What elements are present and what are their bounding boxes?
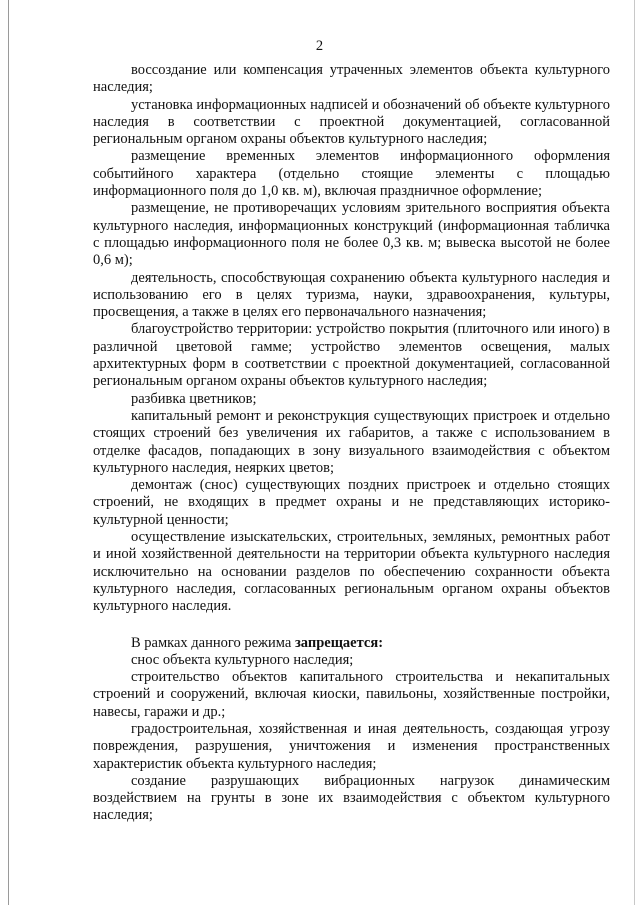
page-left-border <box>8 0 9 905</box>
permitted-item: установка информационных надписей и обозначений об объекте культурного наследия в соответствии с проектной документацией, согласованной региональным органом охраны объектов культурного наследия; <box>93 96 610 148</box>
permitted-item: капитальный ремонт и реконструкция существующих пристроек и отдельно стоящих строений без увеличения их габаритов, а также с использованием в отделке фасадов, попадающих в зону визуального взаимодействия с объектом культурного наследия, неярких цветов; <box>93 407 610 476</box>
prohibited-item: градостроительная, хозяйственная и иная деятельность, создающая угрозу повреждения, разрушения, уничтожения и изменения пространственных характеристик объекта культурного наследия; <box>93 720 610 772</box>
permitted-item: благоустройство территории: устройство покрытия (плиточного или иного) в различной цветовой гамме; устройство элементов освещения, малых архитектурных форм в соответствии с проектной документацией, согласованной региональным органом охраны объектов культурного наследия; <box>93 321 610 390</box>
prohibited-intro <box>93 635 610 652</box>
permitted-item: деятельность, способствующая сохранению объекта культурного наследия и использованию его в целях туризма, науки, здравоохранения, культуры, просвещения, а также в целях его первоначального назначения; <box>93 269 610 321</box>
page-number: 2 <box>315 38 324 54</box>
prohibited-item: строительство объектов капитального строительства и некапитальных строений и сооружений, включая киоски, павильоны, хозяйственные постройки, навесы, гаражи и др.; <box>93 669 610 720</box>
document-body <box>93 62 610 825</box>
permitted-item: разбивка цветников; <box>131 390 257 407</box>
page-right-border <box>634 0 635 905</box>
permitted-item: размещение временных элементов информационного оформления событийного характера (отдельно стоящие элементы с площадью информационного поля до 1,0 кв. м), включая праздничное оформление; <box>93 148 610 200</box>
prohibited-item: создание разрушающих вибрационных нагрузок динамическим воздействием на грунты в зоне их взаимодействия с объектом культурного наследия; <box>93 772 610 824</box>
prohibited-intro-text: В рамках данного режима <box>131 634 295 651</box>
permitted-item: воссоздание или компенсация утраченных элементов объекта культурного наследия; <box>93 62 610 96</box>
permitted-item: осуществление изыскательских, строительных, земляных, ремонтных работ и иной хозяйственной деятельности на территории объекта культурного наследия исключительно на основании разделов по обеспечению сохранности объекта культурного наследия, согласованных региональным органом охраны объектов культурного наследия. <box>93 529 610 615</box>
section-gap <box>93 616 610 635</box>
permitted-item: демонтаж (снос) существующих поздних пристроек и отдельно стоящих строений, не входящих в предмет охраны и не представляющих историко-культурной ценности; <box>93 477 610 528</box>
prohibited-intro-bold: запрещается: <box>294 634 384 651</box>
prohibited-item: снос объекта культурного наследия; <box>131 651 354 668</box>
permitted-item: размещение, не противоречащих условиям зрительного восприятия объекта культурного наследия, информационных конструкций (информационная табличка с площадью информационного поля не более 0,3 кв. м; вывеска высотой не более 0,6 м); <box>93 200 610 269</box>
